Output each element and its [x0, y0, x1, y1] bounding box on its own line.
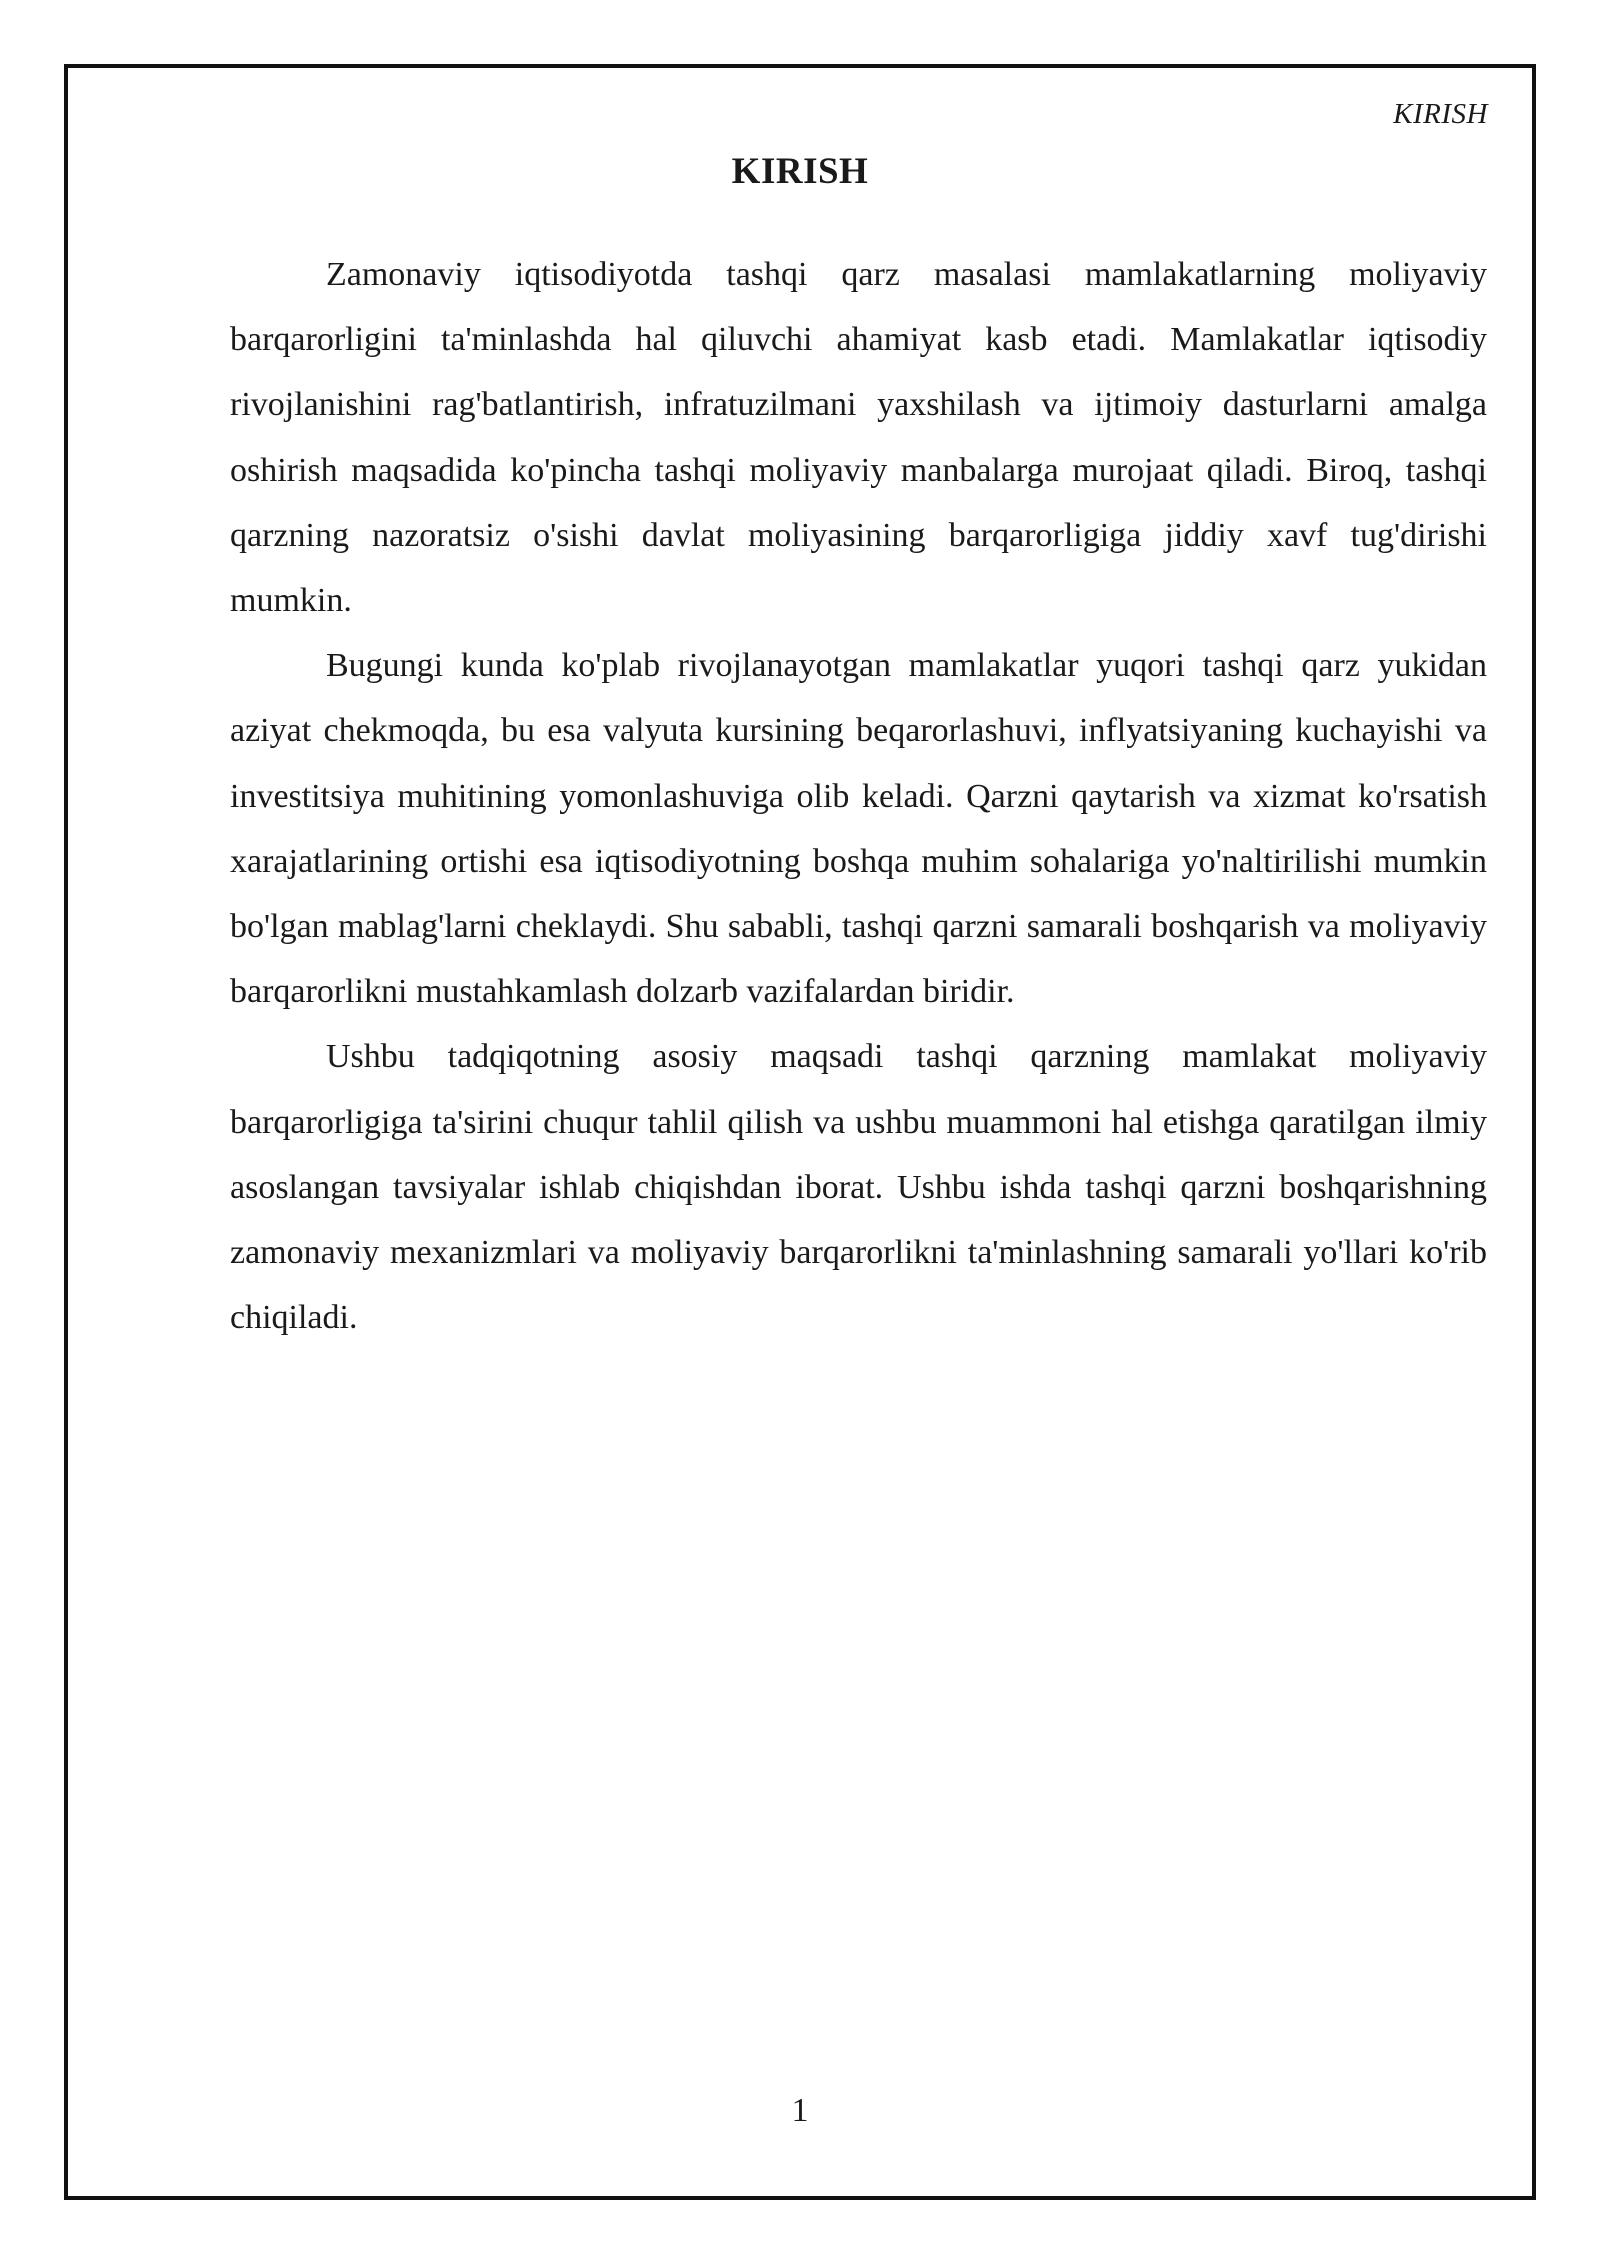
paragraph: Bugungi kunda ko'plab rivojlanayotgan mamlakatlar yuqori tashqi qarz yukidan aziyat chekmoqda, bu esa valyuta kursining beqarorlashuvi, inflyatsiyaning kuchayishi va investitsiya muhitining yomonlashuviga olib keladi. Qarzni qaytarish va xizmat ko'rsatish xarajatlarining ortishi esa iqtisodiyotning boshqa muhim sohalariga yo'naltirilishi mumkin bo'lgan mablag'larni cheklaydi. Shu sababli, tashqi qarzni samarali boshqarish va moliyaviy barqarorlikni mustahkamlash dolzarb vazifalardan biridir. [230, 647, 1487, 1011]
paragraph: Zamonaviy iqtisodiyotda tashqi qarz masalasi mamlakatlarning moliyaviy barqarorligini ta'minlashda hal qiluvchi ahamiyat kasb etadi. Mamlakatlar iqtisodiy rivojlanishini rag'batlantirish, infratuzilmani yaxshilash va ijtimoiy dasturlarni amalga oshirish maqsadida ko'pincha tashqi moliyaviy manbalarga murojaat qiladi. Biroq, tashqi qarzning nazoratsiz o'sishi davlat moliyasining barqarorligiga jiddiy xavf tug'dirishi mumkin. [230, 256, 1487, 620]
running-header: KIRISH [1393, 98, 1488, 130]
page-title: KIRISH [731, 151, 869, 192]
document-body [230, 242, 1487, 1350]
paragraph: Ushbu tadqiqotning asosiy maqsadi tashqi qarzning mamlakat moliyaviy barqarorligiga ta'sirini chuqur tahlil qilish va ushbu muammoni hal etishga qaratilgan ilmiy asoslangan tavsiyalar ishlab chiqishdan iborat. Ushbu ishda tashqi qarzni boshqarishning zamonaviy mexanizmlari va moliyaviy barqarorlikni ta'minlashning samarali yo'llari ko'rib chiqiladi. [230, 1038, 1487, 1337]
page-number: 1 [791, 2092, 809, 2129]
